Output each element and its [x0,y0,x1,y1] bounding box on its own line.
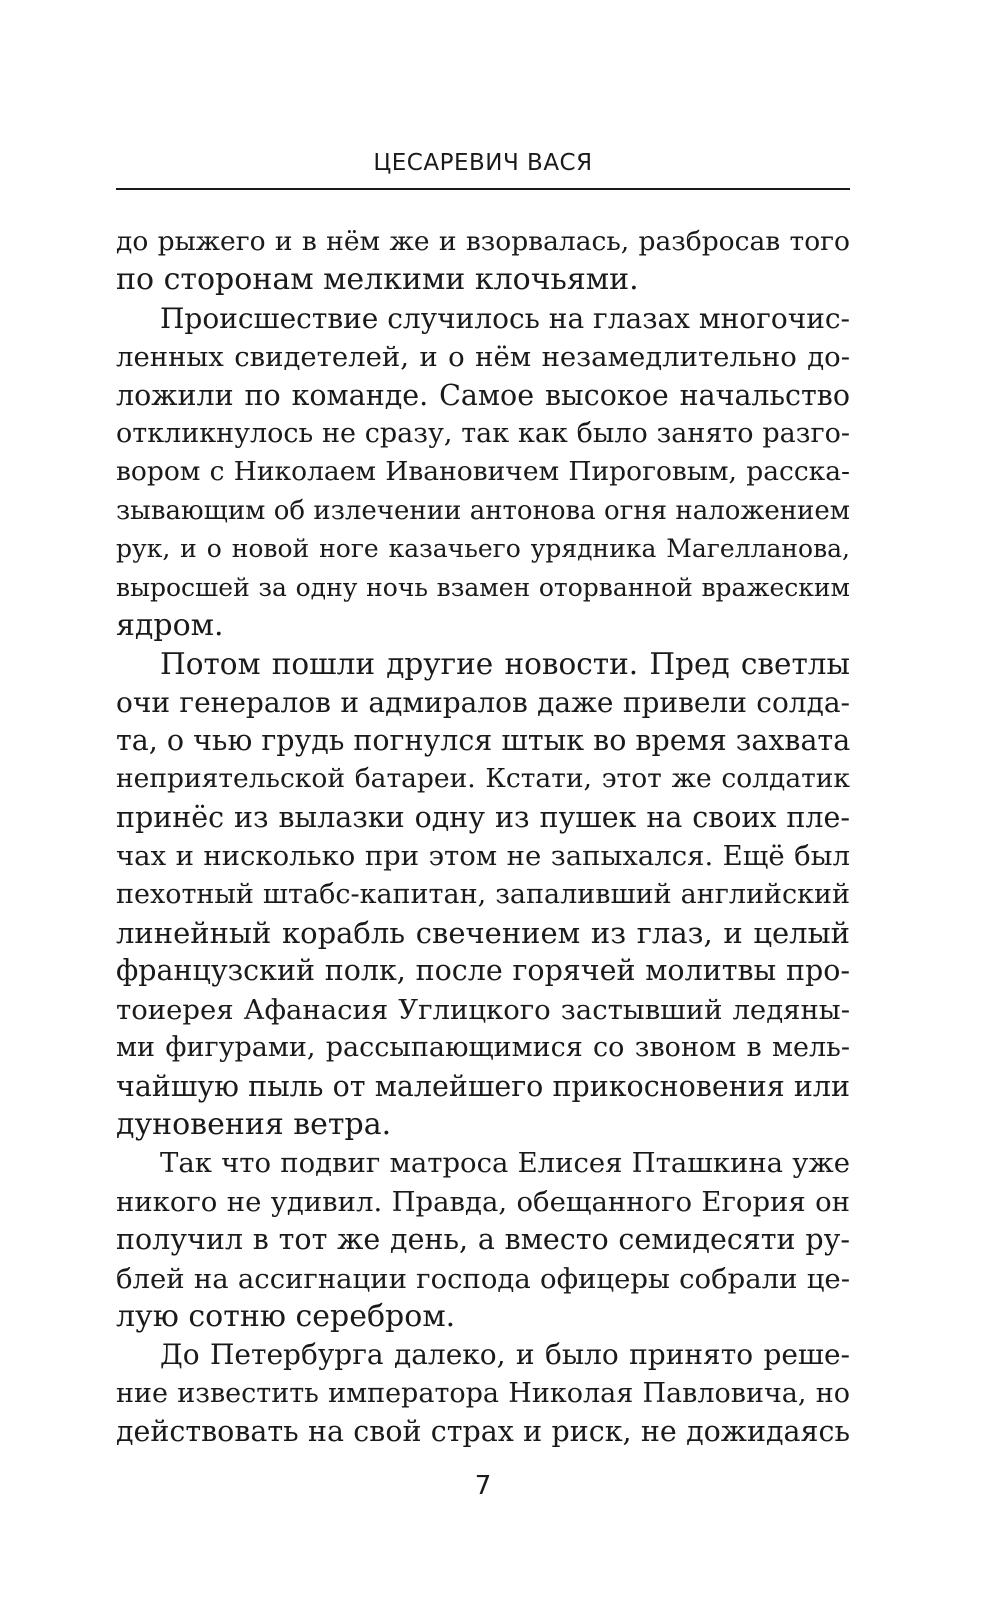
text-line: ложили по команде. Самое высокое начальство [116,378,850,412]
text-line: ядром. [116,607,224,643]
text-line: никого не удивил. Правда, обещанного Егория он [116,1185,850,1218]
text-line: рук, и о новой ноге казачьего урядника Магелланова, [116,534,850,564]
text-line: чайшую пыль от малейшего прикосновения или [116,1069,850,1103]
text-line: Потом пошли другие новости. Пред светлы [160,647,850,682]
text-line: чах и нисколько при этом не запыхался. Ещё был [116,840,850,873]
text-line: пехотный штабс-капитан, запаливший английский [116,878,850,910]
text-line: принёс из вылазки одну из пушек на своих пле- [116,800,850,834]
page-number: 7 [474,1471,492,1501]
text-line: откликнулось не сразу, так как было занято разго- [116,417,850,449]
text-line: ми фигурами, рассыпающимися со звоном в мель- [116,1032,850,1064]
text-line: До Петербурга далеко, и было принято реше- [160,1338,850,1372]
text-line: до рыжего и в нём же и взорвалась, разбросав того [116,226,850,257]
text-line: получил в тот же день, а вместо семидесяти ру- [116,1223,850,1257]
text-line: по сторонам мелкими клочьями. [116,262,639,298]
text-line: вором с Николаем Ивановичем Пироговым, расска- [116,456,850,488]
text-line: очи генералов и адмиралов даже привели солда- [116,685,850,719]
text-line: дуновения ветра. [116,1106,392,1142]
text-line: неприятельской батареи. Кстати, этот же солдатик [116,763,850,795]
text-line: зывающим об излечении антонова огня наложением [116,495,850,526]
text-line: французский полк, после горячей молитвы про- [116,954,850,988]
header-rule [116,188,850,190]
running-head: ЦЕСАРЕВИЧ ВАСЯ [373,150,593,176]
text-line: лую сотню серебром. [116,1298,456,1334]
text-line: ленных свидетелей, и о нём незамедлительно до- [116,341,850,374]
text-line: выросшей за одну ночь взамен оторванной вражеским [116,572,850,602]
body-text [116,223,850,1452]
text-line: ние известить императора Николая Павловича, но [116,1377,850,1409]
text-line: действовать на свой страх и риск, не дожидаясь [116,1415,850,1449]
text-line: линейный корабль свечением из глаз, и целый [116,916,850,951]
text-line: блей на ассигнации господа офицеры собрали це- [116,1262,850,1295]
text-line: Происшествие случилось на глазах многочис- [160,301,851,335]
text-line: тоиерея Афанасия Углицкого застывший ледяны- [116,993,850,1026]
text-line: та, о чью грудь погнулся штык во время захвата [116,724,851,758]
text-line: Так что подвиг матроса Елисея Пташкина уже [160,1147,850,1180]
